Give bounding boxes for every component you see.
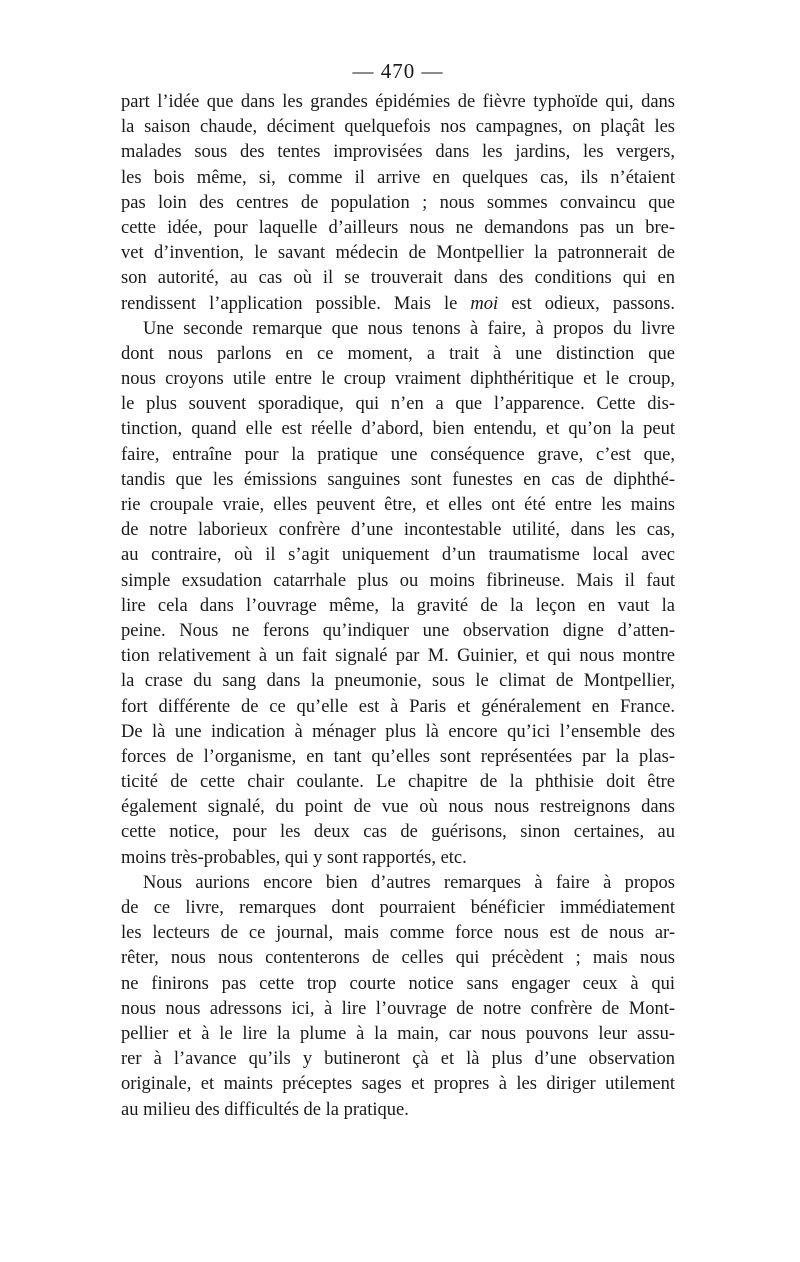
text-line: nous croyons utile entre le croup vraiment diphthéritique et le croup, bbox=[121, 369, 675, 390]
text-line: au contraire, où il s’agit uniquement d’un traumatisme local avec bbox=[121, 545, 675, 566]
text-line: fort différente de ce qu’elle est à Paris et généralement en France. bbox=[121, 696, 675, 717]
text-line: les lecteurs de ce journal, mais comme force nous est de nous ar- bbox=[121, 923, 675, 944]
text-line: nous nous adressons ici, à lire l’ouvrage de notre confrère de Mont- bbox=[121, 998, 675, 1019]
paragraph-2 bbox=[121, 317, 675, 871]
text-line: faire, entraîne pour la pratique une conséquence grave, c’est que, bbox=[121, 444, 675, 465]
text-line: simple exsudation catarrhale plus ou moins fibrineuse. Mais il faut bbox=[121, 570, 675, 591]
text-line: les bois même, si, comme il arrive en quelques cas, ils n’étaient bbox=[121, 167, 675, 188]
text-line: la crase du sang dans la pneumonie, sous le climat de Montpellier, bbox=[121, 671, 675, 692]
text-line: rie croupale vraie, elles peuvent être, et elles ont été entre les mains bbox=[121, 495, 675, 515]
text-line: forces de l’organisme, en tant qu’elles sont représentées par la plas- bbox=[121, 746, 675, 767]
text-line: Nous aurions encore bien d’autres remarques à faire à propos bbox=[143, 872, 675, 893]
text-line: rer à l’avance qu’ils y butineront çà et là plus d’une observation bbox=[121, 1049, 675, 1070]
text-line: malades sous des tentes improvisées dans les jardins, les vergers, bbox=[121, 142, 675, 163]
text-line: cette idée, pour laquelle d’ailleurs nous ne demandons pas un bre- bbox=[121, 217, 675, 238]
text-line: part l’idée que dans les grandes épidémies de fièvre typhoïde qui, dans bbox=[121, 92, 675, 112]
text-line: rendissent l’application possible. Mais le moi est odieux, passons. bbox=[121, 293, 676, 314]
page-number: — 470 — bbox=[352, 59, 444, 83]
text-line: moins très-probables, qui y sont rapportés, etc. bbox=[121, 847, 467, 868]
text-line: de ce livre, remarques dont pourraient bénéficier immédiatement bbox=[121, 898, 675, 918]
text-line: vet d’invention, le savant médecin de Montpellier la patronnerait de bbox=[121, 243, 675, 264]
text-line: pellier et à le lire la plume à la main, car nous pouvons leur assu- bbox=[121, 1023, 675, 1044]
text-line: lire cela dans l’ouvrage même, la gravité de la leçon en vaut la bbox=[121, 595, 675, 616]
text-line: pas loin des centres de population ; nous sommes convaincu que bbox=[121, 192, 675, 213]
text-line: au milieu des difficultés de la pratique. bbox=[121, 1099, 409, 1120]
text-line: peine. Nous ne ferons qu’indiquer une observation digne d’atten- bbox=[121, 620, 675, 641]
text-line: son autorité, au cas où il se trouverait dans des conditions qui en bbox=[121, 268, 675, 289]
text-line: tandis que les émissions sanguines sont funestes en cas de diphthé- bbox=[121, 469, 675, 490]
italic-word: moi bbox=[470, 293, 499, 314]
page-body bbox=[121, 58, 675, 1123]
paragraph-3 bbox=[121, 871, 675, 1123]
text-line: également signalé, du point de vue où nous nous restreignons dans bbox=[121, 797, 675, 818]
text-line: dont nous parlons en ce moment, a trait à une distinction que bbox=[121, 343, 675, 364]
text-line: ticité de cette chair coulante. Le chapitre de la phthisie doit être bbox=[121, 772, 675, 793]
text-line: tion relativement à un fait signalé par M. Guinier, et qui nous montre bbox=[121, 646, 675, 667]
text-line: rêter, nous nous contenterons de celles qui précèdent ; mais nous bbox=[121, 948, 675, 969]
text-line: cette notice, pour les deux cas de guérisons, sinon certaines, au bbox=[121, 822, 675, 843]
text-line: la saison chaude, déciment quelquefois nos campagnes, on plaçât les bbox=[121, 117, 675, 138]
text-line: ne finirons pas cette trop courte notice sans engager ceux à qui bbox=[121, 973, 675, 994]
paragraph-1 bbox=[121, 90, 675, 317]
text-line: originale, et maints préceptes sages et propres à les diriger utilement bbox=[121, 1074, 675, 1095]
text-line: tinction, quand elle est réelle d’abord, bien entendu, et qu’on la peut bbox=[121, 419, 675, 440]
text-line: Une seconde remarque que nous tenons à faire, à propos du livre bbox=[143, 318, 675, 339]
text-line: le plus souvent sporadique, qui n’en a que l’apparence. Cette dis- bbox=[121, 394, 675, 415]
text-line: de notre laborieux confrère d’une incontestable utilité, dans les cas, bbox=[121, 520, 675, 541]
text-line: De là une indication à ménager plus là encore qu’ici l’ensemble des bbox=[121, 721, 675, 742]
